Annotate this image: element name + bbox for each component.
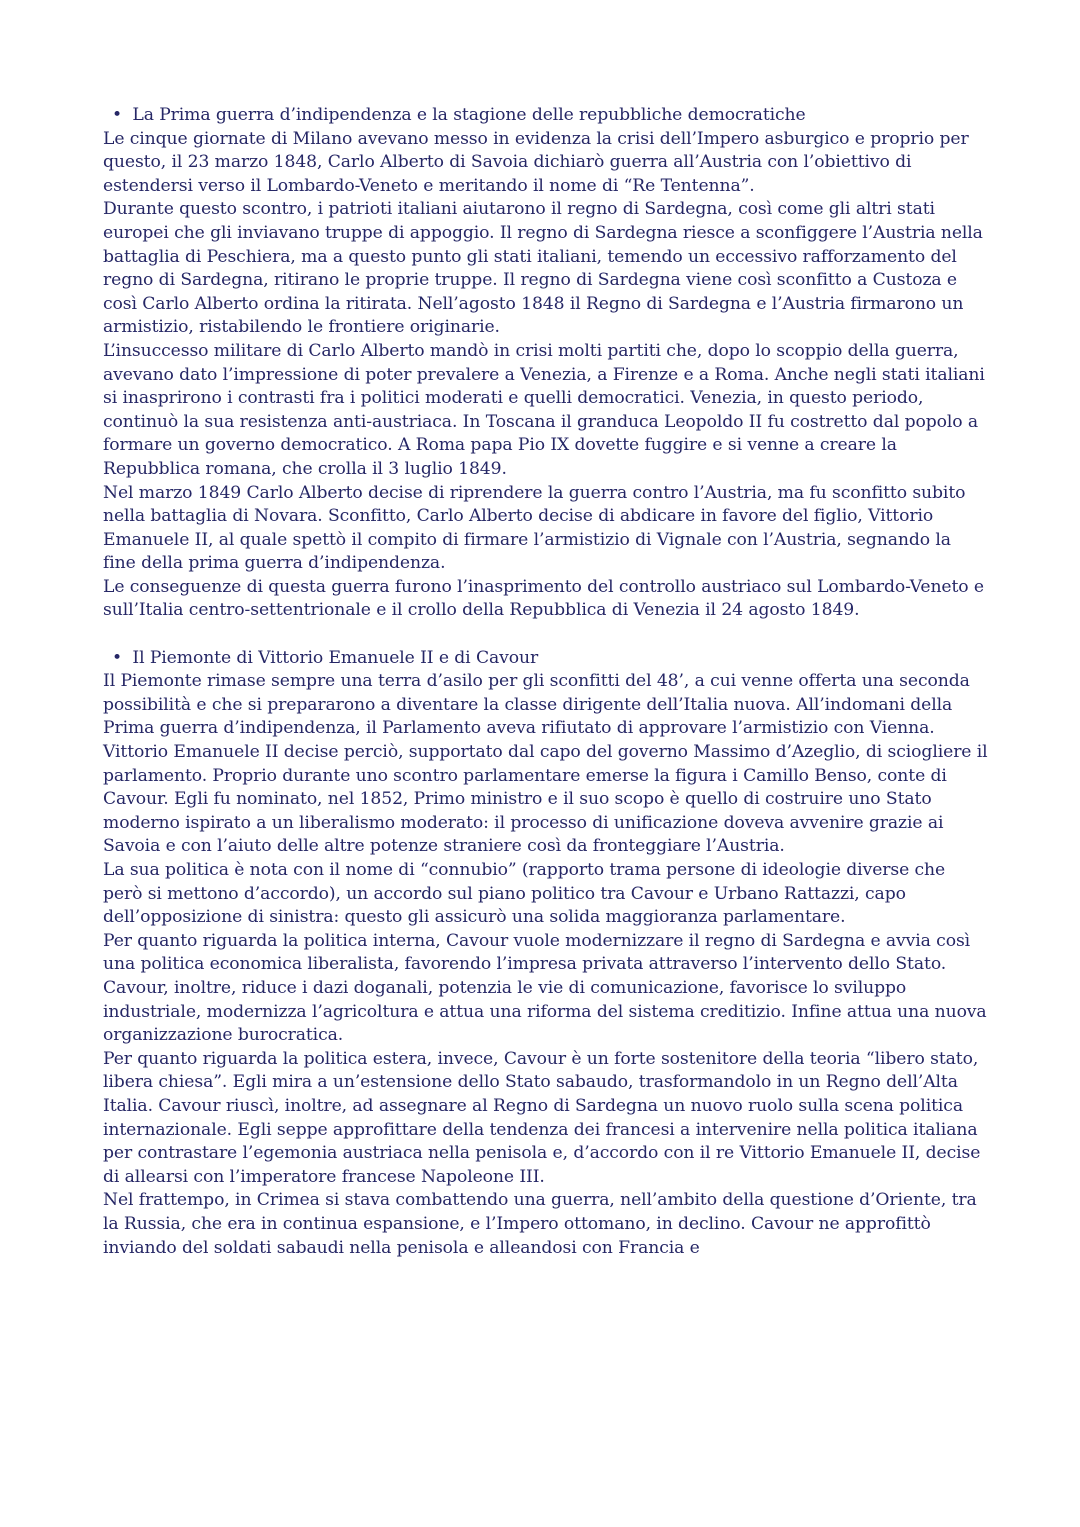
heading-text: La Prima guerra d’indipendenza e la stagione delle repubbliche democratiche [132, 105, 806, 125]
section-heading [103, 647, 988, 671]
paragraph: Le cinque giornate di Milano avevano messo in evidenza la crisi dell’Impero asburgico e proprio per questo, il 23 marzo 1848, Carlo Alberto di Savoia dichiarò guerra all’Austria con l’obiettivo di estendersi verso il Lombardo-Veneto e meritando il nome di “Re Tentenna”. [103, 128, 969, 196]
paragraph: Il Piemonte rimase sempre una terra d’asilo per gli sconfitti del 48’, a cui venne offerta una seconda possibilità e che si prepararono a diventare la classe dirigente dell’Italia nuova. All’indomani della Prima guerra d’indipendenza, il Parlamento aveva rifiutato di approvare l’armistizio con Vienna. Vittorio Emanuele II decise perciò, supportato dal capo del governo Massimo d’Azeglio, di sciogliere il parlamento. Proprio durante uno scontro parlamentare emerse la figura i Camillo Benso, conte di Cavour. Egli fu nominato, nel 1852, Primo ministro e il suo scopo è quello di costruire uno Stato moderno ispirato a un liberalismo moderato: il processo di unificazione doveva avvenire grazie ai Savoia e con l’aiuto delle altre potenze straniere così da fronteggiare l’Austria. [103, 671, 988, 857]
document-page [103, 104, 988, 1260]
paragraph: Per quanto riguarda la politica interna, Cavour vuole modernizzare il regno di Sardegna e avvia così una politica economica liberalista, favorendo l’impresa privata attraverso l’intervento dello Stato. Cavour, inoltre, riduce i dazi doganali, potenzia le vie di comunicazione, favorisce lo sviluppo industriale, modernizza l’agricoltura e attua una riforma del sistema creditizio. Infine attua una nuova organizzazione burocratica. [103, 930, 987, 1046]
paragraph: L’insuccesso militare di Carlo Alberto mandò in crisi molti partiti che, dopo lo scoppio della guerra, avevano dato l’impressione di poter prevalere a Venezia, a Firenze e a Roma. Anche negli stati italiani si inasprirono i contrasti fra i politici moderati e quelli democratici. Venezia, in questo periodo, continuò la sua resistenza anti-austriaca. In Toscana il granduca Leopoldo II fu costretto dal popolo a formare un governo democratico. A Roma papa Pio IX dovette fuggire e si venne a creare la Repubblica romana, che crolla il 3 luglio 1849. [103, 340, 985, 479]
paragraph: Le conseguenze di questa guerra furono l’inasprimento del controllo austriaco sul Lombardo-Veneto e sull’Italia centro-settentrionale e il crollo della Repubblica di Venezia il 24 agosto 1849. [103, 576, 984, 621]
bullet-icon: • [111, 105, 123, 125]
heading-text: Il Piemonte di Vittorio Emanuele II e di Cavour [132, 647, 539, 668]
paragraph: La sua politica è nota con il nome di “connubio” (rapporto trama persone di ideologie diverse che però si mettono d’accordo), un accordo sul piano politico tra Cavour e Urbano Rattazzi, capo dell’opposizione di sinistra: questo gli assicurò una solida maggioranza parlamentare. [103, 860, 946, 928]
paragraph: Per quanto riguarda la politica estera, invece, Cavour è un forte sostenitore della teoria “libero stato, libera chiesa”. Egli mira a un’estensione dello Stato sabaudo, trasformandolo in un Regno dell’Alta Italia. Cavour riuscì, inoltre, ad assegnare al Regno di Sardegna un nuovo ruolo sulla scena politica internazionale. Egli seppe approfittare della tendenza dei francesi a intervenire nella politica italiana per contrastare l’egemonia austriaca nella penisola e, d’accordo con il re Vittorio Emanuele II, decise di allearsi con l’imperatore francese Napoleone III. [103, 1048, 981, 1187]
section-piemonte-cavour [103, 647, 988, 1260]
section-heading [103, 104, 988, 128]
paragraph: Nel frattempo, in Crimea si stava combattendo una guerra, nell’ambito della questione d’Oriente, tra la Russia, che era in continua espansione, e l’Impero ottomano, in declino. Cavour ne approfittò inviando del soldati sabaudi nella penisola e alleandosi con Francia e [103, 1190, 977, 1258]
paragraph: Durante questo scontro, i patrioti italiani aiutarono il regno di Sardegna, così come gli altri stati europei che gli inviavano truppe di appoggio. Il regno di Sardegna riesce a sconfiggere l’Austria nella battaglia di Peschiera, ma a questo punto gli stati italiani, temendo un eccessivo rafforzamento del regno di Sardegna, ritirano le proprie truppe. Il regno di Sardegna viene così sconfitto a Custoza e così Carlo Alberto ordina la ritirata. Nell’agosto 1848 il Regno di Sardegna e l’Austria firmarono un armistizio, ristabilendo le frontiere originarie. [103, 199, 983, 338]
section-prima-guerra [103, 104, 988, 623]
bullet-icon: • [111, 647, 123, 668]
paragraph: Nel marzo 1849 Carlo Alberto decise di riprendere la guerra contro l’Austria, ma fu sconfitto subito nella battaglia di Novara. Sconfitto, Carlo Alberto decise di abdicare in favore del figlio, Vittorio Emanuele II, al quale spettò il compito di firmare l’armistizio di Vignale con l’Austria, segnando la fine della prima guerra d’indipendenza. [103, 482, 966, 574]
